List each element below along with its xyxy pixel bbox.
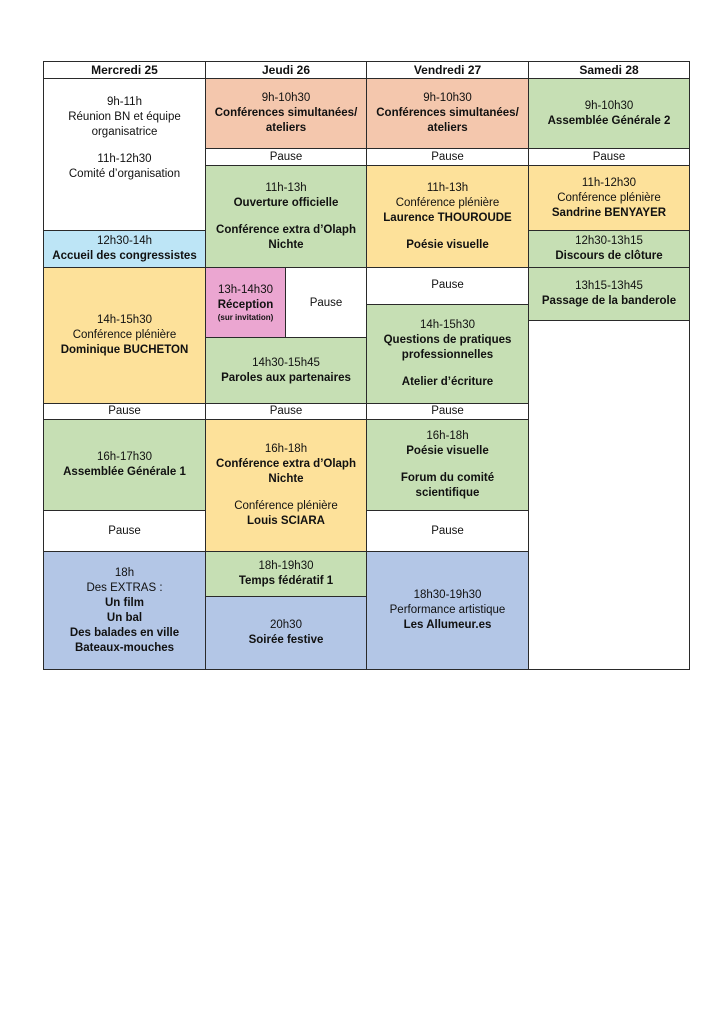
- wed-extras-bal: Un bal: [106, 611, 143, 624]
- header-saturday: Samedi 28: [528, 61, 690, 79]
- sat-pleniere-time: 11h-12h30: [581, 176, 637, 189]
- wed-ag1-title: Assemblée Générale 1: [63, 466, 186, 478]
- sat-cloture-title: Discours de clôture: [555, 250, 663, 262]
- wed-time-1: 9h-11h: [107, 96, 142, 108]
- wed-extras-bateaux: Bateaux-mouches: [74, 641, 175, 654]
- fri-conf-time: 9h-10h30: [423, 92, 472, 104]
- fri-conf-title-2: ateliers: [427, 122, 468, 134]
- fri-pause-3: Pause: [366, 403, 529, 420]
- fri-pleniere-speaker: Laurence THOUROUDE: [383, 211, 512, 224]
- thu-partenaires-time: 14h30-15h45: [252, 356, 320, 369]
- fri-b4-forum-1: Forum du comité: [400, 472, 495, 484]
- wed-pleniere-time: 14h-15h30: [97, 314, 152, 326]
- sat-cloture: [528, 230, 690, 268]
- sat-pause-1: Pause: [528, 148, 690, 166]
- sat-pleniere-label: Conférence plénière: [557, 191, 661, 204]
- fri-pause-1: Pause: [366, 148, 529, 166]
- thu-b5-speaker: Louis SCIARA: [247, 515, 325, 527]
- wed-meetings: [43, 78, 206, 231]
- wed-ag1: [43, 419, 206, 511]
- sat-ag2-title: Assemblée Générale 2: [547, 114, 671, 127]
- fri-pleniere: [366, 165, 529, 268]
- sat-banderole-title: Passage de la banderole: [541, 295, 677, 307]
- wed-text-1: Réunion BN et équipe: [68, 111, 181, 123]
- wed-extras-time: 18h: [114, 566, 135, 579]
- thu-partenaires-title: Paroles aux partenaires: [221, 371, 351, 384]
- thu-olaph-sciara: [205, 419, 367, 552]
- thu-pause-1: Pause: [205, 148, 367, 166]
- wed-pause-1: Pause: [43, 403, 206, 420]
- thu-federatif-title: Temps fédératif 1: [238, 575, 334, 587]
- sat-pleniere-speaker: Sandrine BENYAYER: [551, 206, 667, 219]
- sat-cloture-time: 12h30-13h15: [575, 235, 643, 247]
- fri-questions-title-2: professionnelles: [401, 349, 494, 361]
- header-friday: Vendredi 27: [366, 61, 529, 79]
- fri-b4-poesie: Poésie visuelle: [406, 445, 489, 457]
- fri-b4-forum-2: scientifique: [415, 487, 480, 499]
- thu-reception: [205, 267, 286, 338]
- thu-pause-small: Pause: [285, 267, 367, 338]
- thu-ouverture-title: Ouverture officielle: [233, 196, 339, 209]
- thu-b5-olaph-1: Conférence extra d’Olaph: [216, 458, 356, 470]
- wed-pause-2: Pause: [43, 510, 206, 552]
- thu-conf-title-1: Conférences simultanées/: [214, 107, 358, 119]
- wed-accueil-title: Accueil des congressistes: [52, 250, 197, 262]
- fri-poesie-forum: [366, 419, 529, 511]
- thu-conf-time: 9h-10h30: [261, 92, 311, 104]
- thu-b5-olaph-2: Nichte: [268, 473, 304, 485]
- wed-pleniere-speaker: Dominique BUCHETON: [60, 344, 189, 356]
- fri-conf-title-1: Conférences simultanées/: [376, 107, 519, 119]
- wed-accueil: [43, 230, 206, 268]
- wed-text-2: organisatrice: [91, 126, 158, 138]
- thu-olaph-1: Conférence extra d’Olaph: [216, 223, 356, 236]
- sat-pleniere: [528, 165, 690, 231]
- fri-perf-label: Performance artistique: [389, 604, 506, 616]
- thu-pause-2: Pause: [205, 403, 367, 420]
- thu-b5-pleniere: Conférence plénière: [234, 500, 338, 512]
- fri-b4-time: 16h-18h: [426, 430, 469, 442]
- header-thursday: Jeudi 26: [205, 61, 367, 79]
- fri-perf-title: Les Allumeur.es: [403, 619, 492, 631]
- wed-extras: [43, 551, 206, 670]
- wed-text-3: Comité d’organisation: [68, 168, 181, 180]
- thu-soiree-time: 20h30: [270, 619, 302, 631]
- fri-questions-time: 14h-15h30: [420, 319, 475, 331]
- fri-perf-time: 18h30-19h30: [413, 589, 482, 601]
- sat-empty: [528, 320, 690, 670]
- fri-questions-title-1: Questions de pratiques: [383, 334, 512, 346]
- thu-partenaires: [205, 337, 367, 404]
- wed-ag1-time: 16h-17h30: [97, 451, 152, 463]
- thu-ouverture-time: 11h-13h: [265, 181, 307, 194]
- fri-conferences: [366, 78, 529, 149]
- sat-banderole: [528, 267, 690, 321]
- sat-ag2-time: 9h-10h30: [584, 99, 634, 112]
- thu-conf-title-2: ateliers: [265, 122, 307, 134]
- fri-pleniere-time: 11h-13h: [426, 181, 469, 194]
- thu-reception-time: 13h-14h30: [218, 283, 273, 296]
- fri-pause-2: Pause: [366, 267, 529, 305]
- fri-performance: [366, 551, 529, 670]
- fri-atelier: Atelier d’écriture: [401, 376, 494, 388]
- sat-banderole-time: 13h15-13h45: [575, 280, 643, 292]
- header-wednesday: Mercredi 25: [43, 61, 206, 79]
- thu-federatif-time: 18h-19h30: [258, 560, 314, 572]
- fri-pause-4: Pause: [366, 510, 529, 552]
- wed-extras-film: Un film: [105, 596, 144, 609]
- thu-temps-federatif: [205, 551, 367, 597]
- thu-soiree-title: Soirée festive: [248, 634, 324, 646]
- fri-questions: [366, 304, 529, 404]
- thu-soiree: [205, 596, 367, 670]
- wed-time-2: 11h-12h30: [97, 153, 152, 165]
- wed-pleniere: [43, 267, 206, 404]
- wed-extras-label: Des EXTRAS :: [86, 581, 163, 594]
- wed-extras-balades: Des balades en ville: [69, 626, 180, 639]
- thu-reception-title: Réception: [217, 298, 274, 311]
- thu-b5-time: 16h-18h: [264, 443, 308, 455]
- thu-olaph-2: Nichte: [268, 238, 304, 251]
- thu-conferences: [205, 78, 367, 149]
- wed-pleniere-label: Conférence plénière: [72, 329, 177, 341]
- wed-accueil-time: 12h30-14h: [97, 235, 152, 247]
- sat-ag2: [528, 78, 690, 149]
- thu-reception-note: (sur invitation): [217, 312, 274, 322]
- fri-poesie: Poésie visuelle: [406, 238, 489, 251]
- thu-ouverture: [205, 165, 367, 268]
- fri-pleniere-label: Conférence plénière: [395, 196, 500, 209]
